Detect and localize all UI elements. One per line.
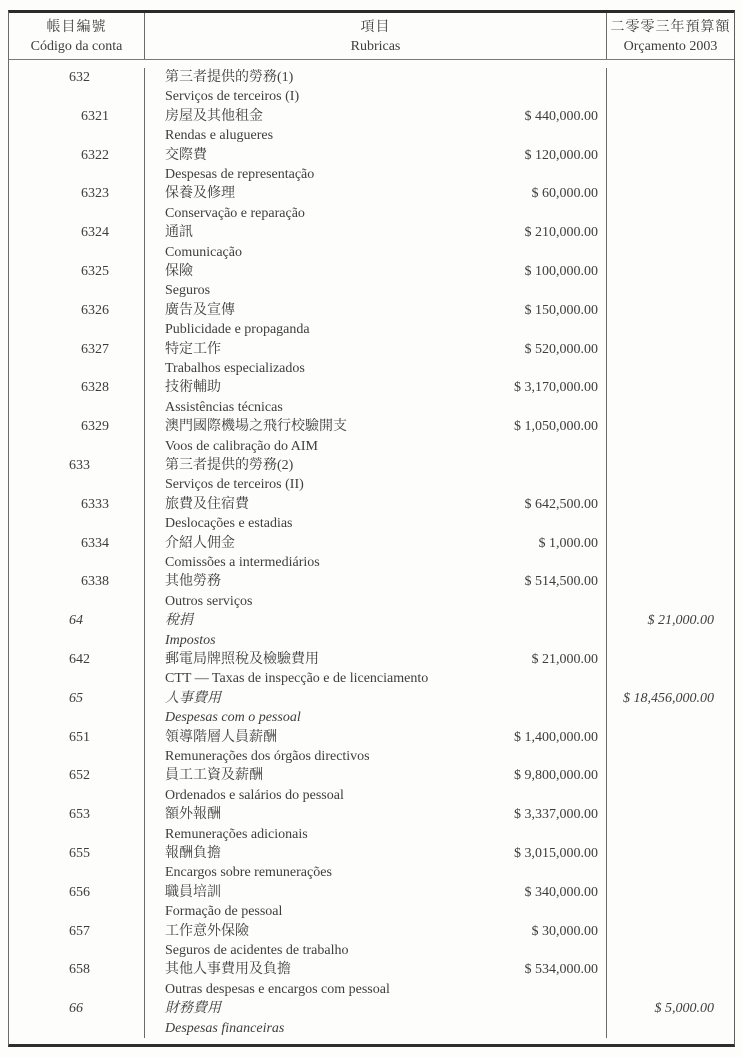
item-amount: $ 21,000.00 [531,651,598,667]
rubrica-label-pt: Trabalhos especializados [165,360,305,376]
budget-table [8,10,735,1047]
table-row [9,495,734,534]
rubrica-label-pt: Despesas com o pessoal [165,710,301,726]
budget-total-amount: $ 5,000.00 [654,1001,714,1017]
rubrica-cell [144,68,607,107]
account-code: 6325 [81,263,109,279]
table-row [9,340,734,379]
rubrica-label-zh: 廣告及宣傳 [165,302,235,318]
budget-total-cell [607,495,734,534]
budget-total-cell [607,572,734,611]
account-code: 6327 [81,341,109,357]
rubrica-label-pt: Voos de calibração do AIM [165,438,318,454]
rubrica-label-pt: Conservação e reparação [165,205,305,221]
budget-total-cell [607,805,734,844]
table-body [9,60,734,1044]
rubrica-label-pt: Encargos sobre remunerações [165,865,332,881]
column-header-budget-2003-pt: Orçamento 2003 [623,39,718,54]
account-code: 658 [69,962,90,978]
rubrica-label-zh: 房屋及其他租金 [165,108,263,124]
item-amount: $ 120,000.00 [524,147,598,163]
table-row [9,766,734,805]
rubrica-label-zh: 技術輔助 [165,380,221,396]
account-code: 6322 [81,147,109,163]
account-code: 655 [69,845,90,861]
rubrica-label-pt: Serviços de terceiros (II) [165,477,304,493]
rubrica-cell [144,728,607,767]
table-row [9,689,734,728]
table-row [9,572,734,611]
rubrica-label-zh: 澳門國際機場之飛行校驗開支 [165,419,347,435]
rubrica-cell [144,378,607,417]
budget-total-cell [607,301,734,340]
table-row [9,146,734,185]
rubrica-label-zh: 通訊 [165,225,193,241]
budget-total-cell [607,922,734,961]
budget-total-cell [607,883,734,922]
item-amount: $ 520,000.00 [524,341,598,357]
item-amount: $ 60,000.00 [531,186,598,202]
account-code: 632 [69,70,90,85]
account-code: 652 [69,768,90,784]
table-row [9,611,734,650]
rubrica-label-pt: Formação de pessoal [165,904,283,920]
budget-total-cell [607,223,734,262]
column-header-account-code-zh: 帳目編號 [46,20,107,35]
rubrica-label-zh: 交際費 [165,147,207,163]
rubrica-label-zh: 保險 [165,263,193,279]
rubrica-cell [144,960,607,999]
rubrica-label-zh: 其他勞務 [165,574,221,590]
rubrica-label-zh: 旅費及住宿費 [165,496,249,512]
rubrica-label-pt: CTT — Taxas de inspecção e de licenciamento [165,671,429,687]
rubrica-label-zh: 介紹人佣金 [165,535,235,551]
rubrica-cell [144,650,607,689]
item-amount: $ 3,015,000.00 [514,845,598,861]
account-code: 633 [69,457,90,473]
rubrica-cell [144,340,607,379]
rubrica-label-zh: 特定工作 [165,341,221,357]
rubrica-label-pt: Publicidade e propaganda [165,322,310,338]
budget-total-cell [607,184,734,223]
budget-total-cell [607,728,734,767]
rubrica-label-pt: Deslocações e estadias [165,516,293,532]
column-header-budget-2003-zh: 二零零三年預算額 [610,20,731,35]
item-amount: $ 440,000.00 [524,108,598,124]
table-header-row [9,13,734,60]
rubrica-label-zh: 工作意外保險 [165,923,249,939]
rubrica-label-zh: 員工工資及薪酬 [165,768,263,784]
table-row [9,223,734,262]
rubrica-label-zh: 額外報酬 [165,807,221,823]
rubrica-cell [144,107,607,146]
budget-total-cell [607,340,734,379]
item-amount: $ 150,000.00 [524,302,598,318]
budget-total-cell [607,689,734,728]
account-code: 65 [69,690,83,706]
table-row [9,650,734,689]
rubrica-label-zh: 其他人事費用及負擔 [165,962,291,978]
rubrica-label-zh: 第三者提供的勞務(2) [165,457,294,473]
rubrica-cell [144,999,607,1038]
budget-total-amount: $ 21,000.00 [647,613,714,629]
rubrica-cell [144,922,607,961]
budget-total-cell [607,378,734,417]
column-header-budget-2003 [607,13,734,59]
account-code: 66 [69,1001,83,1017]
item-amount: $ 9,800,000.00 [514,768,598,784]
rubrica-label-pt: Remunerações adicionais [165,826,308,842]
budget-total-cell [607,999,734,1038]
table-row [9,922,734,961]
rubrica-cell [144,456,607,495]
rubrica-label-zh: 第三者提供的勞務(1) [165,70,294,85]
rubrica-cell [144,495,607,534]
table-row [9,805,734,844]
rubrica-cell [144,689,607,728]
item-amount: $ 3,337,000.00 [514,807,598,823]
rubrica-cell [144,844,607,883]
rubrica-cell [144,184,607,223]
table-row [9,107,734,146]
item-amount: $ 210,000.00 [524,225,598,241]
table-row [9,184,734,223]
account-code: 6333 [81,496,109,512]
budget-total-cell [607,650,734,689]
item-amount: $ 340,000.00 [524,884,598,900]
account-code: 6321 [81,108,109,124]
rubrica-cell [144,883,607,922]
rubrica-label-pt: Serviços de terceiros (I) [165,89,300,105]
account-code: 6328 [81,380,109,396]
budget-total-cell [607,417,734,456]
item-amount: $ 1,000.00 [538,535,598,551]
rubrica-cell [144,534,607,573]
table-row [9,728,734,767]
rubrica-label-zh: 人事費用 [165,690,221,706]
rubrica-cell [144,572,607,611]
table-row [9,883,734,922]
account-code: 651 [69,729,90,745]
rubrica-label-pt: Impostos [165,632,216,648]
rubrica-cell [144,262,607,301]
budget-total-cell [607,766,734,805]
rubrica-label-pt: Ordenados e salários do pessoal [165,787,344,803]
budget-total-cell [607,534,734,573]
rubrica-cell [144,766,607,805]
budget-total-cell [607,844,734,883]
account-code: 6338 [81,574,109,590]
budget-total-amount: $ 18,456,000.00 [623,690,714,706]
table-row [9,534,734,573]
rubrica-label-pt: Comissões a intermediários [165,554,320,570]
account-code: 653 [69,807,90,823]
rubrica-label-zh: 稅捐 [165,613,193,629]
table-row [9,68,734,107]
budget-total-cell [607,960,734,999]
rubrica-cell [144,611,607,650]
item-amount: $ 514,500.00 [524,574,598,590]
account-code: 657 [69,923,90,939]
column-header-rubricas-pt: Rubricas [350,39,401,54]
rubrica-label-zh: 保養及修理 [165,186,235,202]
column-header-account-code [9,13,144,59]
rubrica-label-zh: 財務費用 [165,1001,221,1017]
table-row [9,960,734,999]
item-amount: $ 1,400,000.00 [514,729,598,745]
item-amount: $ 100,000.00 [524,263,598,279]
rubrica-label-pt: Comunicação [165,244,242,260]
budget-total-cell [607,611,734,650]
rubrica-label-pt: Outros serviços [165,593,253,609]
budget-total-cell [607,107,734,146]
budget-total-cell [607,262,734,301]
rubrica-label-pt: Outras despesas e encargos com pessoal [165,981,390,997]
rubrica-label-pt: Despesas de representação [165,167,315,182]
account-code: 6326 [81,302,109,318]
account-code: 6334 [81,535,109,551]
rubrica-label-pt: Seguros [165,283,211,299]
table-row [9,262,734,301]
rubrica-cell [144,146,607,185]
account-code: 6324 [81,225,109,241]
rubrica-cell [144,301,607,340]
item-amount: $ 1,050,000.00 [514,419,598,435]
item-amount: $ 642,500.00 [524,496,598,512]
rubrica-label-pt: Rendas e alugueres [165,128,274,144]
rubrica-cell [144,223,607,262]
rubrica-label-zh: 郵電局牌照稅及檢驗費用 [165,651,319,667]
account-code: 656 [69,884,90,900]
account-code: 64 [69,613,83,629]
table-row [9,844,734,883]
budget-total-cell [607,68,734,107]
column-header-rubricas [144,13,607,59]
account-code: 6329 [81,419,109,435]
rubrica-cell [144,805,607,844]
column-header-account-code-pt: Código da conta [30,39,123,54]
budget-total-cell [607,146,734,185]
account-code: 6323 [81,186,109,202]
rubrica-label-pt: Despesas financeiras [165,1020,285,1036]
account-code: 642 [69,651,90,667]
table-row [9,456,734,495]
rubrica-label-zh: 領導階層人員薪酬 [165,729,277,745]
budget-total-cell [607,456,734,495]
item-amount: $ 30,000.00 [531,923,598,939]
table-row [9,417,734,456]
rubrica-label-pt: Seguros de acidentes de trabalho [165,942,349,958]
item-amount: $ 534,000.00 [524,962,598,978]
rubrica-cell [144,417,607,456]
item-amount: $ 3,170,000.00 [514,380,598,396]
rubrica-label-zh: 職員培訓 [165,884,221,900]
rubrica-label-pt: Remunerações dos órgãos directivos [165,748,370,764]
rubrica-label-pt: Assistências técnicas [165,399,283,415]
rubrica-label-zh: 報酬負擔 [165,845,221,861]
table-row [9,999,734,1038]
table-row [9,301,734,340]
column-header-rubricas-zh: 項目 [360,20,391,35]
table-row [9,378,734,417]
